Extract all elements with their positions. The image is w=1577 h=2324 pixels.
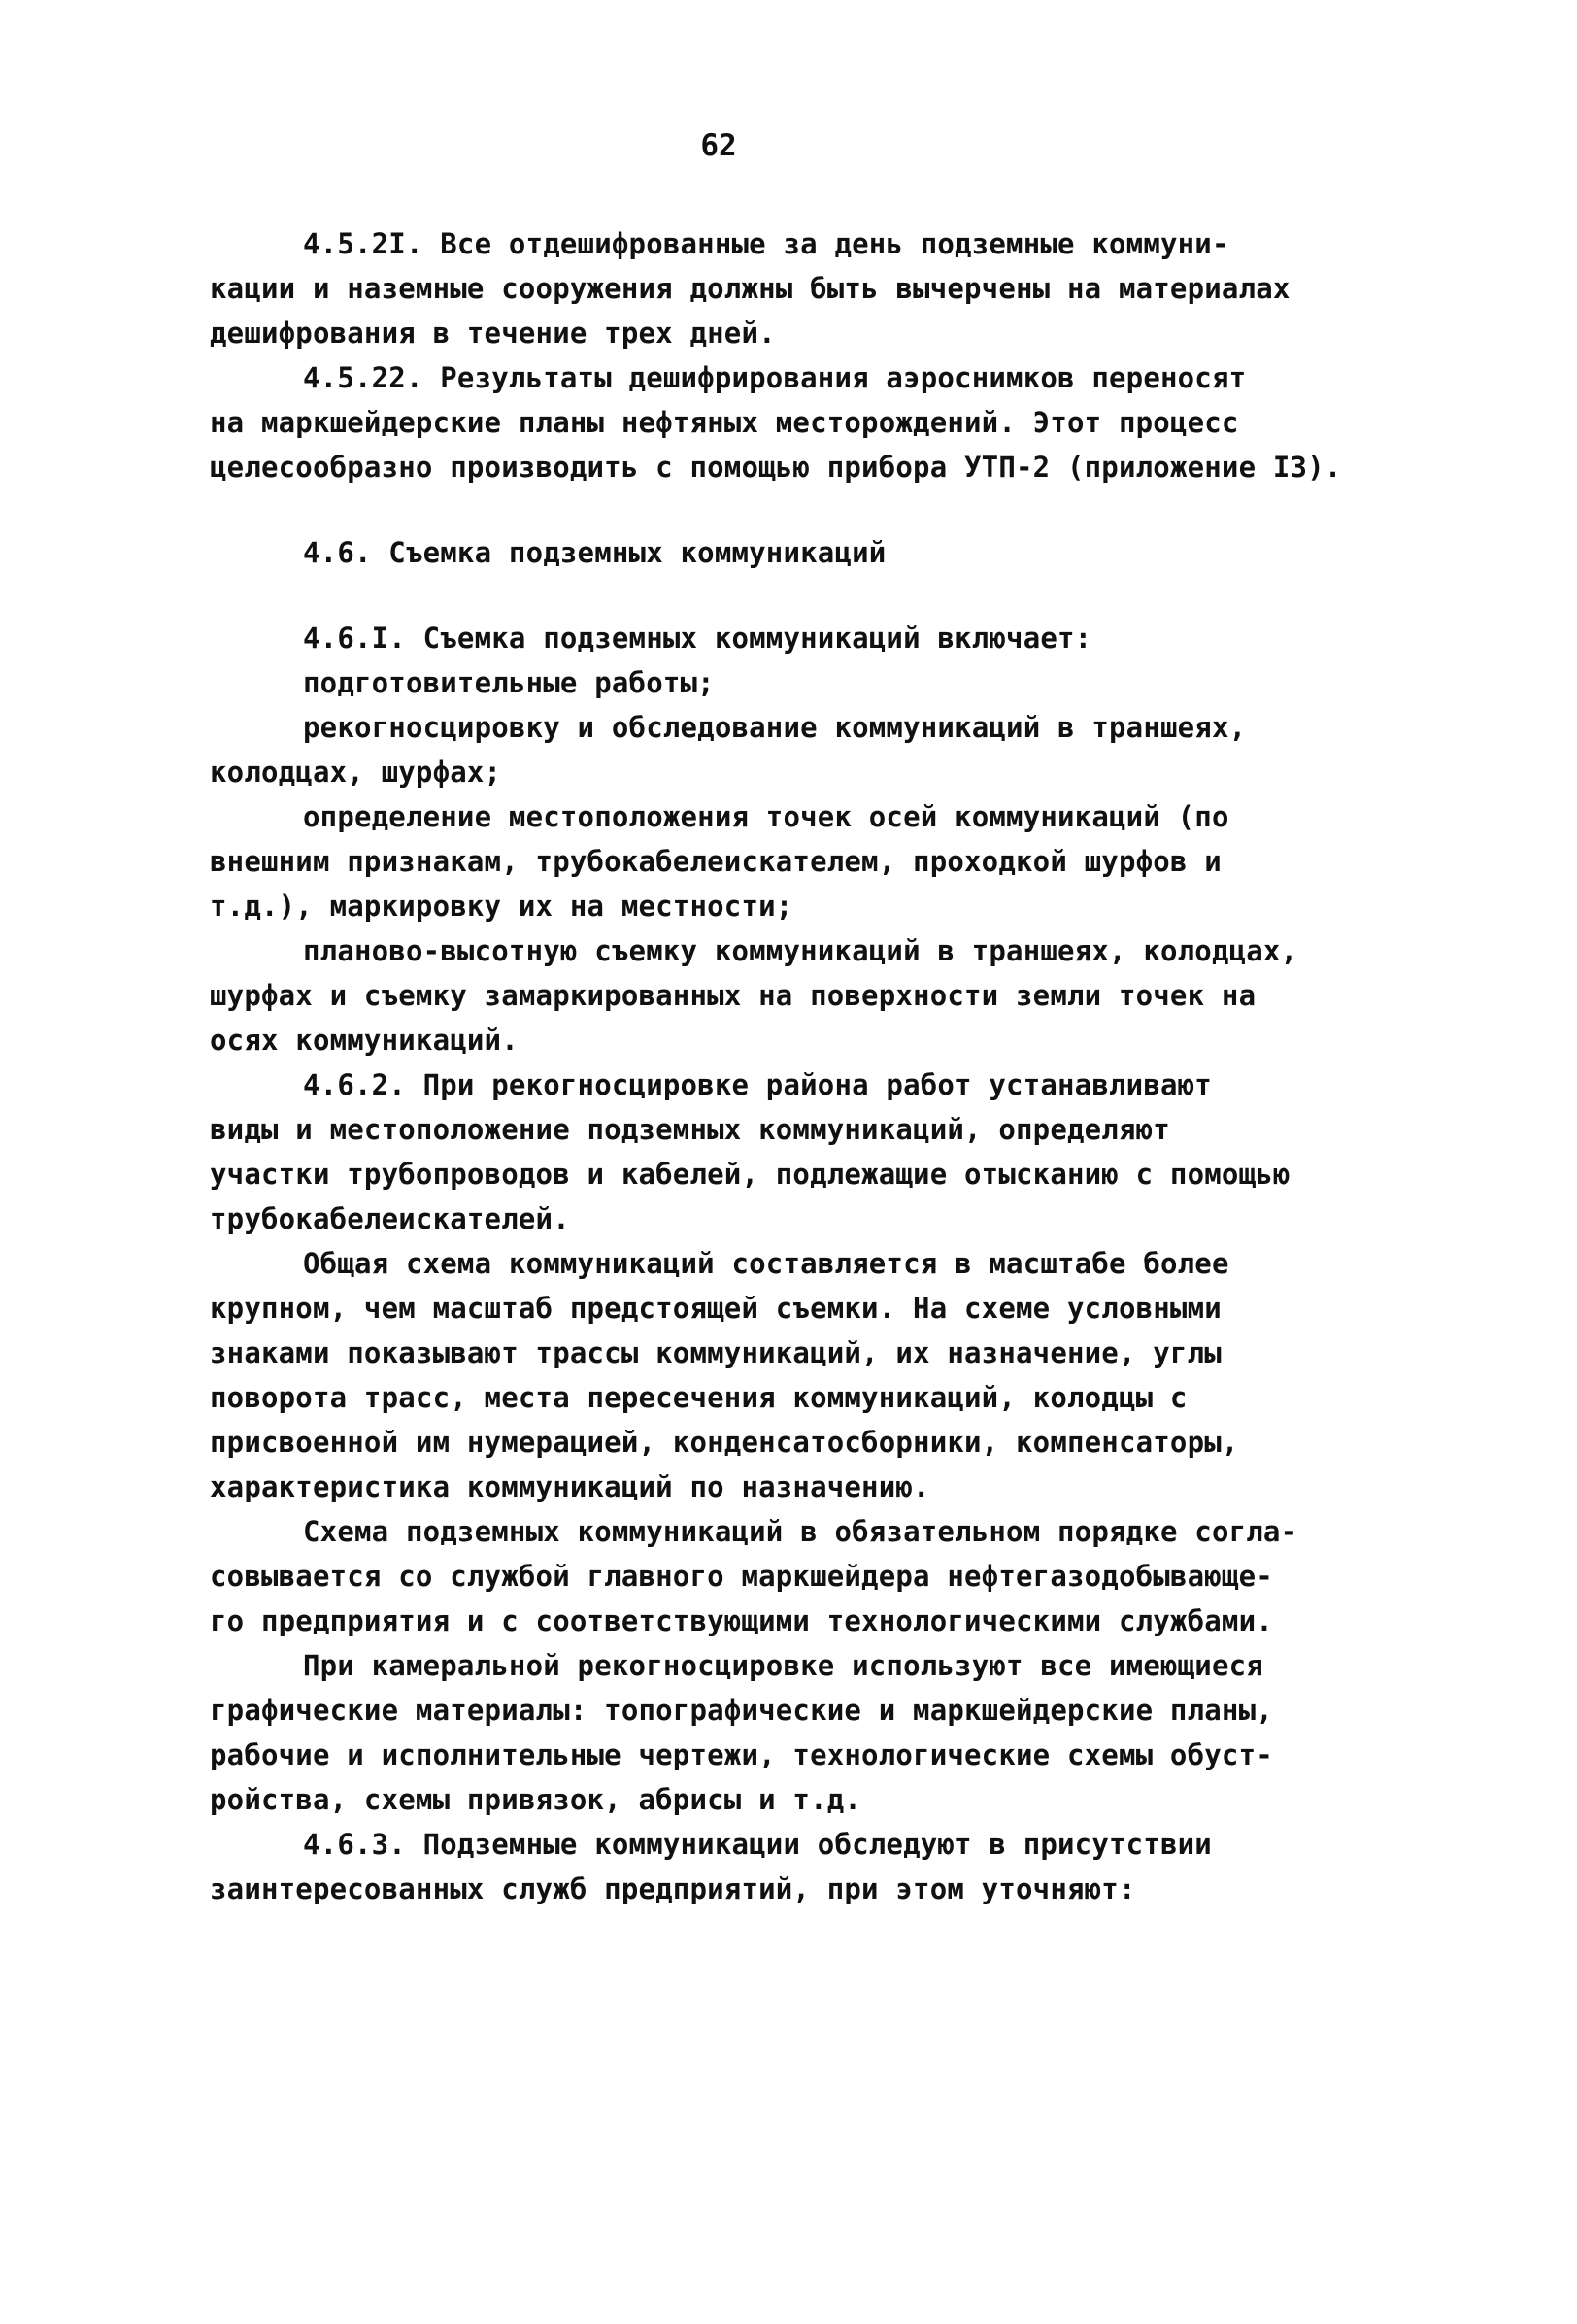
text-line: на маркшейдерские планы нефтяных месторождений. Этот процесс bbox=[210, 406, 1239, 439]
page-number: 62 bbox=[700, 128, 737, 163]
text-line: определение местоположения точек осей коммуникаций (по bbox=[303, 800, 1229, 833]
text-line: участки трубопроводов и кабелей, подлежащие отысканию с помощью bbox=[210, 1158, 1291, 1191]
text-line: При камеральной рекогносцировке используют все имеющиеся bbox=[303, 1649, 1263, 1682]
text-line: 4.5.2I. Все отдешифрованные за день подземные коммуни- bbox=[303, 227, 1229, 260]
text-line: колодцах, шурфах; bbox=[210, 756, 502, 789]
text-line: 4.5.22. Результаты дешифрирования аэроснимков переносят bbox=[303, 361, 1247, 394]
text-line: рекогносцировку и обследование коммуникаций в траншеях, bbox=[303, 711, 1247, 744]
text-line: знаками показывают трассы коммуникаций, их назначение, углы bbox=[210, 1336, 1222, 1369]
paragraph-gap bbox=[210, 489, 1404, 530]
paragraph-gap bbox=[210, 575, 1404, 616]
text-line: Схема подземных коммуникаций в обязательном порядке согла- bbox=[303, 1515, 1298, 1548]
text-line: характеристика коммуникаций по назначению. bbox=[210, 1470, 930, 1503]
text-line: графические материалы: топографические и маркшейдерские планы, bbox=[210, 1694, 1273, 1727]
text-line: трубокабелеискателей. bbox=[210, 1202, 570, 1235]
text-line: планово-высотную съемку коммуникаций в траншеях, колодцах, bbox=[303, 934, 1298, 967]
text-line: 4.6.2. При рекогносцировке района работ устанавливают bbox=[303, 1068, 1212, 1101]
text-line: виды и местоположение подземных коммуникаций, определяют bbox=[210, 1113, 1170, 1146]
text-line: присвоенной им нумерацией, конденсатосборники, компенсаторы, bbox=[210, 1426, 1239, 1459]
text-line: поворота трасс, места пересечения коммуникаций, колодцы с bbox=[210, 1381, 1188, 1414]
text-line: ройства, схемы привязок, абрисы и т.д. bbox=[210, 1783, 862, 1816]
text-line: дешифрования в течение трех дней. bbox=[210, 317, 776, 350]
text-line: го предприятия и с соответствующими технологическими службами. bbox=[210, 1604, 1273, 1637]
text-line: шурфах и съемку замаркированных на поверхности земли точек на bbox=[210, 979, 1257, 1012]
body-text bbox=[210, 221, 1404, 1911]
text-line: осях коммуникаций. bbox=[210, 1024, 519, 1057]
text-line: совывается со службой главного маркшейдера нефтегазодобывающе- bbox=[210, 1560, 1273, 1593]
text-line: подготовительные работы; bbox=[303, 666, 715, 699]
text-line: т.д.), маркировку их на местности; bbox=[210, 890, 793, 923]
text-line: 4.6. Съемка подземных коммуникаций bbox=[303, 536, 887, 569]
text-line: заинтересованных служб предприятий, при этом уточняют: bbox=[210, 1872, 1136, 1905]
text-line: Общая схема коммуникаций составляется в масштабе более bbox=[303, 1247, 1229, 1280]
text-line: целесообразно производить с помощью прибора УТП-2 (приложение I3). bbox=[210, 451, 1342, 484]
text-line: 4.6.3. Подземные коммуникации обследуют в присутствии bbox=[303, 1828, 1212, 1861]
text-line: внешним признакам, трубокабелеискателем, проходкой шурфов и bbox=[210, 845, 1222, 878]
text-line: 4.6.I. Съемка подземных коммуникаций включает: bbox=[303, 622, 1092, 655]
text-line: рабочие и исполнительные чертежи, технологические схемы обуст- bbox=[210, 1738, 1273, 1771]
text-line: кации и наземные сооружения должны быть вычерчены на материалах bbox=[210, 272, 1291, 305]
text-line: крупном, чем масштаб предстоящей съемки. На схеме условными bbox=[210, 1292, 1222, 1325]
